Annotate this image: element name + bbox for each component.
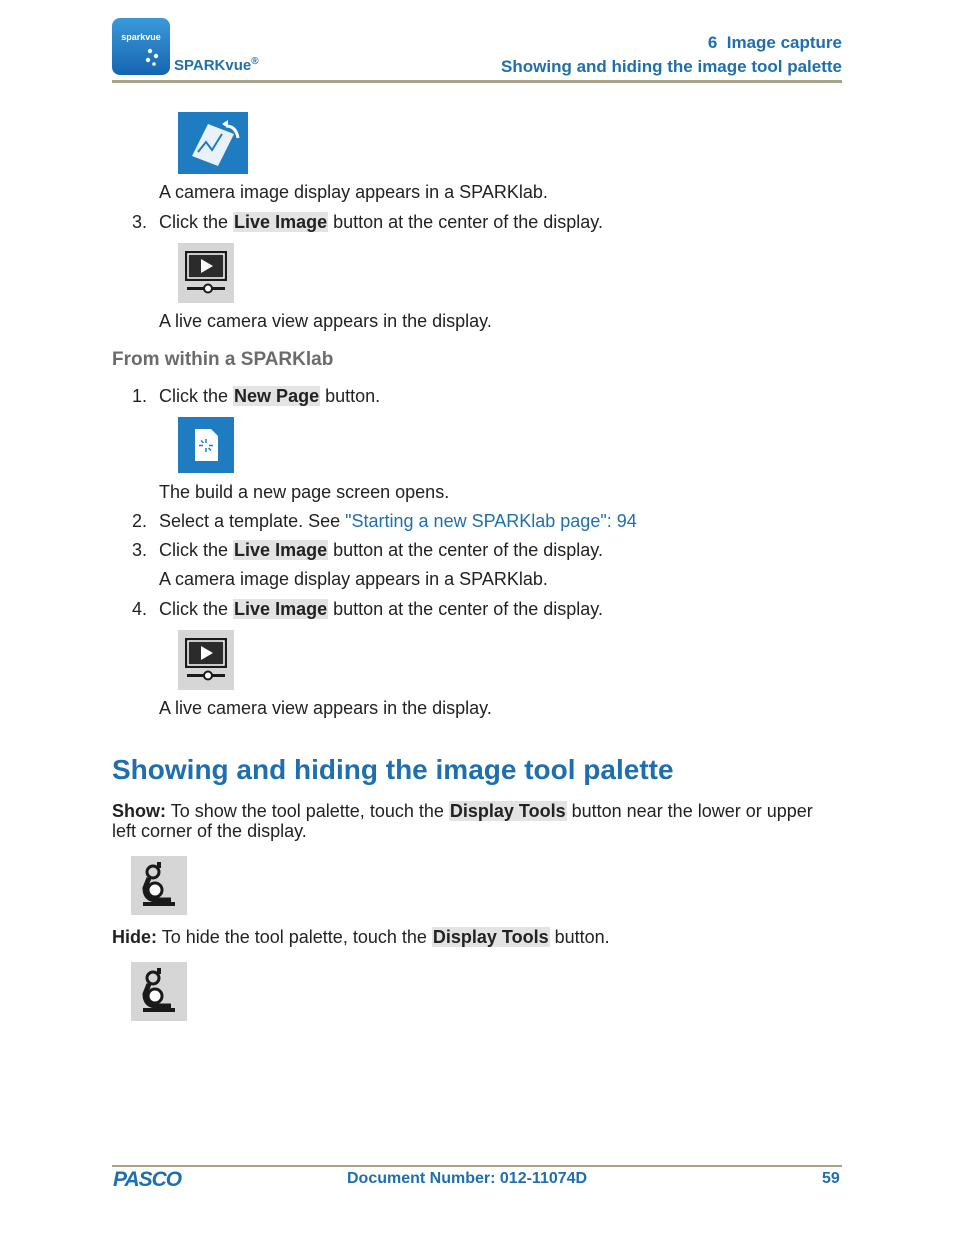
section-heading: Showing and hiding the image tool palette [112, 754, 674, 785]
step-number: 4. [132, 599, 148, 619]
paragraph: A camera image display appears in a SPARKlab. [159, 182, 548, 202]
paragraph: A camera image display appears in a SPARKlab. [159, 569, 548, 589]
step-number: 3. [132, 212, 148, 232]
paragraph: A live camera view appears in the display. [159, 311, 492, 331]
step-text: Click the Live Image button at the center of the display. [159, 599, 603, 619]
step-text: Click the Live Image button at the center of the display. [159, 212, 603, 232]
live-image-icon [178, 243, 234, 303]
live-image-label: Live Image [234, 212, 328, 232]
show-paragraph-continued: left corner of the display. [112, 821, 307, 841]
pasco-logo: PASCO [113, 1168, 182, 1191]
live-image-icon [178, 630, 234, 690]
step-number: 3. [132, 540, 148, 560]
microscope-icon [131, 962, 187, 1021]
chapter-title: 6 Image capture [707, 33, 842, 52]
sparkvue-logo-icon [112, 18, 170, 75]
step-text: Click the Live Image button at the center of the display. [159, 540, 603, 560]
page-number: 59 [822, 1170, 840, 1187]
subheading: From within a SPARKlab [112, 349, 334, 370]
new-page-icon [178, 417, 234, 473]
graph-display-icon [178, 112, 248, 174]
svg-text:sparkvue: sparkvue [121, 32, 161, 42]
display-tools-label: Display Tools [432, 927, 549, 947]
live-image-label: Live Image [234, 599, 328, 619]
live-image-label: Live Image [234, 540, 328, 560]
step-text: Click the New Page button. [159, 386, 381, 406]
header-divider [112, 80, 842, 83]
new-page-label: New Page [234, 386, 320, 406]
step-number: 2. [132, 511, 148, 531]
step-text: Select a template. See "Starting a new SPARKlab page": 94 [159, 511, 637, 531]
brand-name: SPARKvue® [174, 56, 259, 74]
cross-reference-link[interactable]: "Starting a new SPARKlab page": 94 [345, 511, 637, 531]
display-tools-label: Display Tools [449, 801, 566, 821]
show-paragraph: Show: To show the tool palette, touch the Display Tools button near the lower or upper [112, 801, 813, 821]
document-number: Document Number: 012-11074D [347, 1170, 588, 1187]
paragraph: The build a new page screen opens. [159, 482, 450, 502]
paragraph: A live camera view appears in the display. [159, 698, 492, 718]
hide-paragraph: Hide: To hide the tool palette, touch the Display Tools button. [112, 927, 610, 947]
footer-divider [112, 1165, 842, 1167]
section-title: Showing and hiding the image tool palette [501, 57, 842, 76]
step-number: 1. [132, 386, 148, 406]
microscope-icon [131, 856, 187, 915]
